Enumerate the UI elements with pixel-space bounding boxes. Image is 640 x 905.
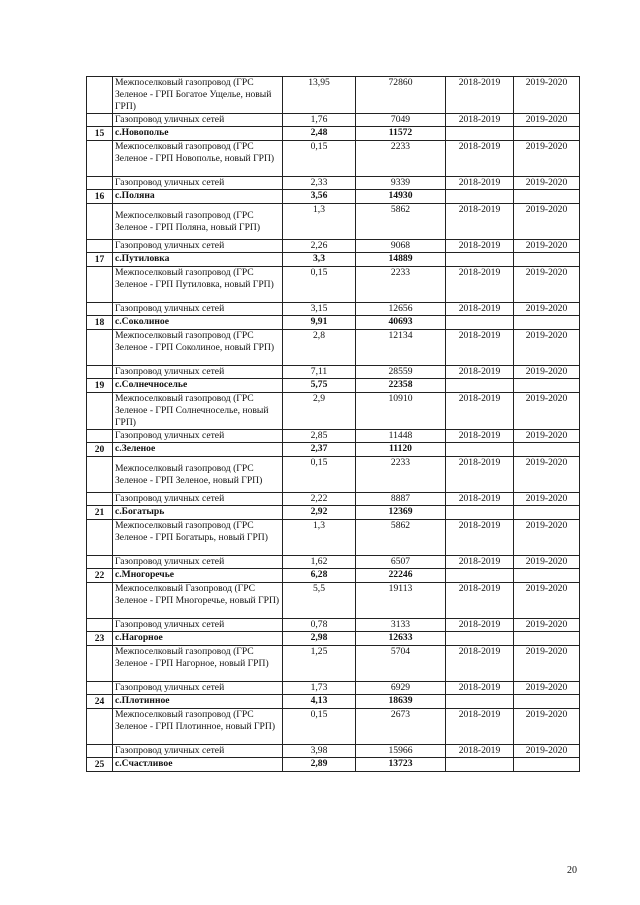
row-number-cell xyxy=(87,556,113,569)
row-cost-cell: 22358 xyxy=(356,379,446,393)
row-cost-cell: 9339 xyxy=(356,177,446,190)
row-start-period-cell xyxy=(446,569,514,583)
row-end-period-cell: 2019-2020 xyxy=(514,303,580,316)
row-length-cell: 0,78 xyxy=(283,619,356,632)
row-start-period-cell xyxy=(446,695,514,709)
row-end-period-cell: 2019-2020 xyxy=(514,366,580,379)
row-cost-cell: 7049 xyxy=(356,114,446,127)
row-length-cell: 2,89 xyxy=(283,758,356,772)
row-number-cell: 22 xyxy=(87,569,113,583)
row-length-cell: 2,85 xyxy=(283,430,356,443)
row-start-period-cell: 2018-2019 xyxy=(446,177,514,190)
row-length-cell: 1,25 xyxy=(283,646,356,682)
row-number-cell xyxy=(87,682,113,695)
row-end-period-cell xyxy=(514,127,580,141)
row-number-cell xyxy=(87,646,113,682)
row-number-cell xyxy=(87,366,113,379)
row-cost-cell: 11120 xyxy=(356,443,446,457)
row-length-cell: 2,33 xyxy=(283,177,356,190)
row-cost-cell: 12633 xyxy=(356,632,446,646)
row-name-cell: с.Поляна xyxy=(113,190,283,204)
row-name-cell: Межпоселковый газопровод (ГРС Зеленое - ГРП Богатырь, новый ГРП) xyxy=(113,520,283,556)
row-end-period-cell: 2019-2020 xyxy=(514,457,580,493)
row-end-period-cell: 2019-2020 xyxy=(514,430,580,443)
row-number-cell xyxy=(87,77,113,114)
row-length-cell: 0,15 xyxy=(283,709,356,745)
row-start-period-cell: 2018-2019 xyxy=(446,682,514,695)
row-name-cell: с.Богатырь xyxy=(113,506,283,520)
row-end-period-cell xyxy=(514,758,580,772)
row-end-period-cell: 2019-2020 xyxy=(514,141,580,177)
row-number-cell: 23 xyxy=(87,632,113,646)
row-name-cell: с.Многоречье xyxy=(113,569,283,583)
row-cost-cell: 5862 xyxy=(356,520,446,556)
table-row xyxy=(87,443,580,457)
row-start-period-cell: 2018-2019 xyxy=(446,556,514,569)
row-start-period-cell: 2018-2019 xyxy=(446,240,514,253)
row-number-cell xyxy=(87,619,113,632)
row-name-cell: Газопровод уличных сетей xyxy=(113,240,283,253)
row-number-cell: 16 xyxy=(87,190,113,204)
table-row xyxy=(87,520,580,556)
row-end-period-cell xyxy=(514,316,580,330)
row-length-cell: 2,8 xyxy=(283,330,356,366)
row-number-cell xyxy=(87,330,113,366)
row-name-cell: с.Путиловка xyxy=(113,253,283,267)
table-row xyxy=(87,379,580,393)
row-cost-cell: 5704 xyxy=(356,646,446,682)
row-name-cell: Газопровод уличных сетей xyxy=(113,177,283,190)
row-length-cell: 5,75 xyxy=(283,379,356,393)
row-cost-cell: 8887 xyxy=(356,493,446,506)
row-end-period-cell: 2019-2020 xyxy=(514,393,580,430)
table-row xyxy=(87,430,580,443)
table-row xyxy=(87,745,580,758)
row-name-cell: с.Новополье xyxy=(113,127,283,141)
row-number-cell xyxy=(87,457,113,493)
table-row xyxy=(87,253,580,267)
table-row xyxy=(87,506,580,520)
row-cost-cell: 13723 xyxy=(356,758,446,772)
row-name-cell: с.Счастливое xyxy=(113,758,283,772)
row-start-period-cell: 2018-2019 xyxy=(446,366,514,379)
row-name-cell: Межпоселковый газопровод (ГРС Зеленое - ГРП Поляна, новый ГРП) xyxy=(113,204,283,240)
row-start-period-cell: 2018-2019 xyxy=(446,619,514,632)
row-length-cell: 6,28 xyxy=(283,569,356,583)
row-end-period-cell: 2019-2020 xyxy=(514,709,580,745)
row-start-period-cell: 2018-2019 xyxy=(446,583,514,619)
row-number-cell xyxy=(87,114,113,127)
table-row xyxy=(87,366,580,379)
table-row xyxy=(87,114,580,127)
table-row xyxy=(87,619,580,632)
row-name-cell: с.Зеленое xyxy=(113,443,283,457)
row-cost-cell: 72860 xyxy=(356,77,446,114)
row-end-period-cell: 2019-2020 xyxy=(514,77,580,114)
row-cost-cell: 12369 xyxy=(356,506,446,520)
row-end-period-cell: 2019-2020 xyxy=(514,745,580,758)
row-start-period-cell: 2018-2019 xyxy=(446,114,514,127)
table-row xyxy=(87,316,580,330)
row-number-cell xyxy=(87,303,113,316)
row-end-period-cell: 2019-2020 xyxy=(514,114,580,127)
row-start-period-cell: 2018-2019 xyxy=(446,77,514,114)
row-end-period-cell: 2019-2020 xyxy=(514,556,580,569)
row-name-cell: Газопровод уличных сетей xyxy=(113,114,283,127)
row-number-cell xyxy=(87,141,113,177)
row-start-period-cell xyxy=(446,443,514,457)
row-name-cell: Межпоселковый газопровод (ГРС Зеленое - ГРП Зеленое, новый ГРП) xyxy=(113,457,283,493)
table-row xyxy=(87,204,580,240)
table-row xyxy=(87,330,580,366)
row-start-period-cell: 2018-2019 xyxy=(446,493,514,506)
row-start-period-cell: 2018-2019 xyxy=(446,303,514,316)
row-length-cell: 1,62 xyxy=(283,556,356,569)
row-cost-cell: 19113 xyxy=(356,583,446,619)
row-length-cell: 9,91 xyxy=(283,316,356,330)
row-start-period-cell xyxy=(446,506,514,520)
table-row xyxy=(87,141,580,177)
table-row xyxy=(87,267,580,303)
gas-pipeline-table xyxy=(86,76,580,772)
row-cost-cell: 9068 xyxy=(356,240,446,253)
row-length-cell: 2,9 xyxy=(283,393,356,430)
row-length-cell: 0,15 xyxy=(283,457,356,493)
row-start-period-cell xyxy=(446,758,514,772)
row-length-cell: 0,15 xyxy=(283,141,356,177)
row-cost-cell: 11448 xyxy=(356,430,446,443)
table-row xyxy=(87,177,580,190)
table-row xyxy=(87,583,580,619)
row-start-period-cell: 2018-2019 xyxy=(446,330,514,366)
row-name-cell: Газопровод уличных сетей xyxy=(113,430,283,443)
row-number-cell: 20 xyxy=(87,443,113,457)
row-cost-cell: 40693 xyxy=(356,316,446,330)
row-start-period-cell: 2018-2019 xyxy=(446,430,514,443)
row-start-period-cell: 2018-2019 xyxy=(446,457,514,493)
row-cost-cell: 15966 xyxy=(356,745,446,758)
row-end-period-cell xyxy=(514,569,580,583)
row-start-period-cell xyxy=(446,127,514,141)
row-end-period-cell: 2019-2020 xyxy=(514,583,580,619)
row-end-period-cell: 2019-2020 xyxy=(514,204,580,240)
row-start-period-cell xyxy=(446,379,514,393)
row-name-cell: Газопровод уличных сетей xyxy=(113,619,283,632)
table-row xyxy=(87,493,580,506)
row-cost-cell: 5862 xyxy=(356,204,446,240)
table-row xyxy=(87,556,580,569)
row-start-period-cell: 2018-2019 xyxy=(446,745,514,758)
row-start-period-cell: 2018-2019 xyxy=(446,393,514,430)
row-length-cell: 2,26 xyxy=(283,240,356,253)
row-start-period-cell xyxy=(446,632,514,646)
row-start-period-cell: 2018-2019 xyxy=(446,141,514,177)
row-cost-cell: 10910 xyxy=(356,393,446,430)
row-end-period-cell: 2019-2020 xyxy=(514,240,580,253)
row-end-period-cell xyxy=(514,379,580,393)
table-row xyxy=(87,695,580,709)
row-cost-cell: 14889 xyxy=(356,253,446,267)
row-start-period-cell xyxy=(446,190,514,204)
row-name-cell: Межпоселковый газопровод (ГРС Зеленое - ГРП Нагорное, новый ГРП) xyxy=(113,646,283,682)
table-row xyxy=(87,682,580,695)
row-cost-cell: 2233 xyxy=(356,141,446,177)
row-cost-cell: 12656 xyxy=(356,303,446,316)
row-name-cell: с.Соколиное xyxy=(113,316,283,330)
table-row xyxy=(87,457,580,493)
row-end-period-cell: 2019-2020 xyxy=(514,682,580,695)
row-start-period-cell xyxy=(446,253,514,267)
row-length-cell: 3,56 xyxy=(283,190,356,204)
row-length-cell: 3,98 xyxy=(283,745,356,758)
row-length-cell: 5,5 xyxy=(283,583,356,619)
row-end-period-cell xyxy=(514,695,580,709)
row-number-cell xyxy=(87,177,113,190)
row-name-cell: Газопровод уличных сетей xyxy=(113,745,283,758)
table-body xyxy=(87,77,580,772)
table-row xyxy=(87,190,580,204)
row-end-period-cell: 2019-2020 xyxy=(514,646,580,682)
row-cost-cell: 22246 xyxy=(356,569,446,583)
row-start-period-cell: 2018-2019 xyxy=(446,267,514,303)
row-name-cell: Межпоселковый газопровод (ГРС Зеленое - ГРП Богатое Ущелье, новый ГРП) xyxy=(113,77,283,114)
row-cost-cell: 14930 xyxy=(356,190,446,204)
row-start-period-cell: 2018-2019 xyxy=(446,709,514,745)
table-row xyxy=(87,127,580,141)
table-row xyxy=(87,393,580,430)
row-length-cell: 2,48 xyxy=(283,127,356,141)
row-number-cell: 21 xyxy=(87,506,113,520)
row-end-period-cell xyxy=(514,443,580,457)
row-number-cell xyxy=(87,583,113,619)
row-length-cell: 1,76 xyxy=(283,114,356,127)
row-name-cell: Газопровод уличных сетей xyxy=(113,682,283,695)
row-length-cell: 2,22 xyxy=(283,493,356,506)
row-cost-cell: 28559 xyxy=(356,366,446,379)
table-row xyxy=(87,569,580,583)
row-start-period-cell: 2018-2019 xyxy=(446,204,514,240)
table-row xyxy=(87,77,580,114)
row-length-cell: 2,92 xyxy=(283,506,356,520)
row-number-cell: 18 xyxy=(87,316,113,330)
table-row xyxy=(87,758,580,772)
row-length-cell: 3,3 xyxy=(283,253,356,267)
row-name-cell: Газопровод уличных сетей xyxy=(113,366,283,379)
row-cost-cell: 2233 xyxy=(356,267,446,303)
row-cost-cell: 6507 xyxy=(356,556,446,569)
row-number-cell xyxy=(87,709,113,745)
row-number-cell xyxy=(87,204,113,240)
table-row xyxy=(87,709,580,745)
row-start-period-cell: 2018-2019 xyxy=(446,646,514,682)
row-start-period-cell: 2018-2019 xyxy=(446,520,514,556)
row-name-cell: Межпоселковый газопровод (ГРС Зеленое - ГРП Путиловка, новый ГРП) xyxy=(113,267,283,303)
row-number-cell: 25 xyxy=(87,758,113,772)
row-name-cell: с.Плотинное xyxy=(113,695,283,709)
row-end-period-cell xyxy=(514,632,580,646)
row-number-cell xyxy=(87,520,113,556)
table-row xyxy=(87,303,580,316)
row-length-cell: 1,3 xyxy=(283,204,356,240)
row-name-cell: Газопровод уличных сетей xyxy=(113,556,283,569)
row-name-cell: Межпоселковый газопровод (ГРС Зеленое - ГРП Соколиное, новый ГРП) xyxy=(113,330,283,366)
row-name-cell: Межпоселковый газопровод (ГРС Зеленое - ГРП Плотинное, новый ГРП) xyxy=(113,709,283,745)
row-name-cell: Межпоселковый газопровод (ГРС Зеленое - ГРП Новополье, новый ГРП) xyxy=(113,141,283,177)
row-number-cell xyxy=(87,745,113,758)
row-end-period-cell xyxy=(514,253,580,267)
table-row xyxy=(87,632,580,646)
row-name-cell: Межпоселковый газопровод (ГРС Зеленое - ГРП Солнечноселье, новый ГРП) xyxy=(113,393,283,430)
table-row xyxy=(87,646,580,682)
row-length-cell: 4,13 xyxy=(283,695,356,709)
row-length-cell: 2,37 xyxy=(283,443,356,457)
row-end-period-cell: 2019-2020 xyxy=(514,267,580,303)
row-length-cell: 7,11 xyxy=(283,366,356,379)
row-number-cell xyxy=(87,393,113,430)
row-length-cell: 3,15 xyxy=(283,303,356,316)
row-cost-cell: 3133 xyxy=(356,619,446,632)
row-end-period-cell: 2019-2020 xyxy=(514,520,580,556)
row-name-cell: Межпоселковый Газопровод (ГРС Зеленое - ГРП Многоречье, новый ГРП) xyxy=(113,583,283,619)
row-number-cell xyxy=(87,430,113,443)
row-cost-cell: 2673 xyxy=(356,709,446,745)
row-name-cell: с.Нагорное xyxy=(113,632,283,646)
row-length-cell: 1,73 xyxy=(283,682,356,695)
row-name-cell: с.Солнечноселье xyxy=(113,379,283,393)
row-length-cell: 2,98 xyxy=(283,632,356,646)
row-end-period-cell: 2019-2020 xyxy=(514,619,580,632)
row-cost-cell: 18639 xyxy=(356,695,446,709)
row-number-cell xyxy=(87,493,113,506)
row-end-period-cell xyxy=(514,506,580,520)
row-end-period-cell: 2019-2020 xyxy=(514,330,580,366)
row-number-cell: 19 xyxy=(87,379,113,393)
row-length-cell: 13,95 xyxy=(283,77,356,114)
table-row xyxy=(87,240,580,253)
row-length-cell: 0,15 xyxy=(283,267,356,303)
row-cost-cell: 11572 xyxy=(356,127,446,141)
row-end-period-cell: 2019-2020 xyxy=(514,177,580,190)
row-end-period-cell: 2019-2020 xyxy=(514,493,580,506)
row-start-period-cell xyxy=(446,316,514,330)
row-number-cell xyxy=(87,240,113,253)
row-number-cell xyxy=(87,267,113,303)
row-cost-cell: 2233 xyxy=(356,457,446,493)
page-number: 20 xyxy=(567,865,577,876)
row-number-cell: 17 xyxy=(87,253,113,267)
row-name-cell: Газопровод уличных сетей xyxy=(113,303,283,316)
row-cost-cell: 6929 xyxy=(356,682,446,695)
row-number-cell: 15 xyxy=(87,127,113,141)
row-number-cell: 24 xyxy=(87,695,113,709)
row-cost-cell: 12134 xyxy=(356,330,446,366)
row-end-period-cell xyxy=(514,190,580,204)
row-length-cell: 1,3 xyxy=(283,520,356,556)
row-name-cell: Газопровод уличных сетей xyxy=(113,493,283,506)
